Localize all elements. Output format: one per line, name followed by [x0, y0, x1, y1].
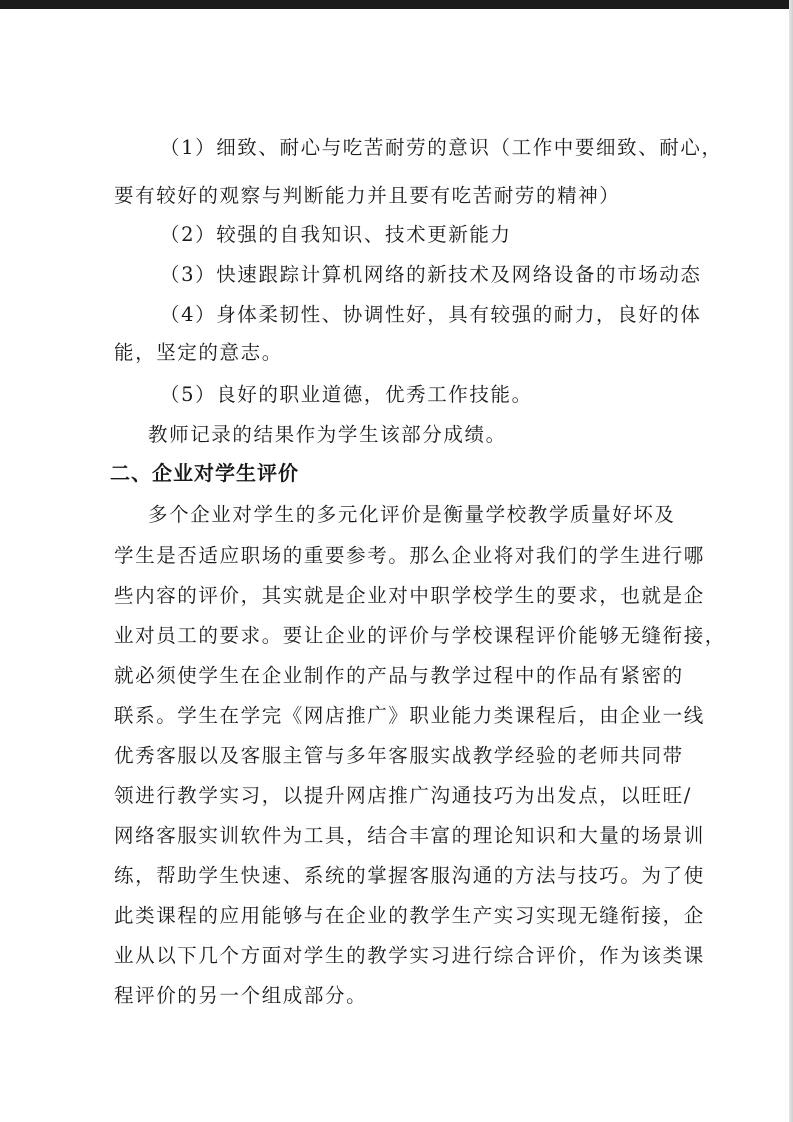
teacher-note: 教师记录的结果作为学生该部分成绩。 — [148, 423, 507, 446]
paragraph-line: 领进行教学实习，以提升网店推广沟通技巧为出发点，以旺旺/ — [114, 784, 692, 807]
list-item-1-line-1: （1）细致、耐心与吃苦耐劳的意识（工作中要细致、耐心， — [160, 136, 723, 159]
paragraph-line: 优秀客服以及客服主管与多年客服实战教学经验的老师共同带 — [114, 744, 684, 767]
paragraph-line: 网络客服实训软件为工具，结合丰富的理论知识和大量的场景训 — [114, 824, 705, 847]
list-item-4-line-2: 能，坚定的意志。 — [114, 341, 283, 364]
scan-top-border — [0, 0, 793, 9]
paragraph-line: 程评价的另一个组成部分。 — [114, 984, 368, 1007]
paragraph-line: 联系。学生在学完《网店推广》职业能力类课程后，由企业一线 — [114, 704, 705, 727]
list-item-5: （5）良好的职业道德，优秀工作技能。 — [160, 383, 533, 406]
list-item-2: （2）较强的自我知识、技术更新能力 — [160, 223, 512, 246]
paragraph-line: 学生是否适应职场的重要参考。那么企业将对我们的学生进行哪 — [114, 544, 705, 567]
paragraph-line: 些内容的评价，其实就是企业对中职学校学生的要求，也就是企 — [114, 584, 705, 607]
paragraph-line: 多个企业对学生的多元化评价是衡量学校教学质量好坏及 — [148, 503, 676, 526]
scan-right-edge — [789, 0, 793, 1122]
paragraph-line: 业从以下几个方面对学生的教学实习进行综合评价，作为该类课 — [114, 944, 705, 967]
list-item-1-line-2: 要有较好的观察与判断能力并且要有吃苦耐劳的精神） — [114, 184, 621, 207]
paragraph-line: 练，帮助学生快速、系统的掌握客服沟通的方法与技巧。为了使 — [114, 864, 705, 887]
paragraph-line: 就必须使学生在企业制作的产品与教学过程中的作品有紧密的 — [114, 664, 684, 687]
list-item-4-line-1: （4）身体柔韧性、协调性好，具有较强的耐力，良好的体 — [160, 303, 702, 326]
paragraph-line: 业对员工的要求。要让企业的评价与学校课程评价能够无缝衔接， — [114, 624, 726, 647]
section-heading: 二、企业对学生评价 — [110, 461, 299, 485]
paragraph-line: 此类课程的应用能够与在企业的教学生产实习实现无缝衔接，企 — [114, 904, 705, 927]
list-item-3: （3）快速跟踪计算机网络的新技术及网络设备的市场动态 — [160, 263, 702, 286]
